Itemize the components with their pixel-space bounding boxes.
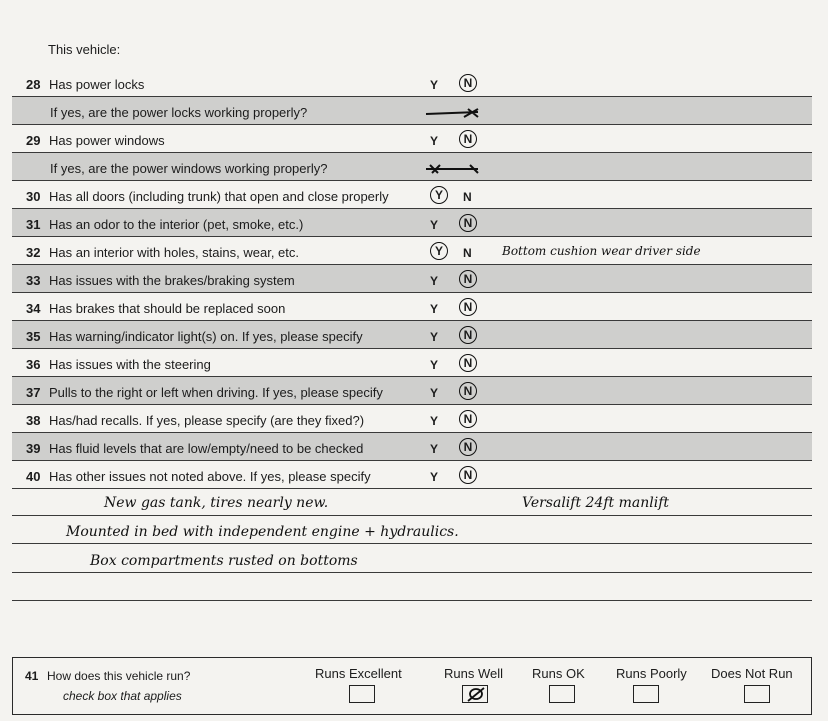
question-text: Has power windows [49,133,165,148]
vehicle-run-question-box [12,657,812,715]
question-row-28-followup [12,97,812,125]
no-option-circled[interactable]: N [463,440,477,456]
question-row-33 [12,265,812,293]
no-option-circled[interactable]: N [463,272,477,288]
yes-option[interactable]: Y [430,274,439,288]
handwritten-note-line-2: Mounted in bed with independent engine + hydraulics. [66,524,459,540]
question-text: Has power locks [49,77,145,92]
question-number: 40 [26,469,41,484]
no-option[interactable]: N [463,190,472,204]
yes-option[interactable]: Y [430,442,439,456]
question-row-37 [12,377,812,405]
note-line [12,515,812,516]
question-row-29 [12,125,812,153]
crossed-out-answer-mark [424,108,480,118]
question-number: 35 [26,329,41,344]
option-label-does-not-run: Does Not Run [711,666,793,681]
question-text: Has issues with the brakes/braking system [49,273,295,288]
yes-option[interactable]: Y [430,358,439,372]
question-number: 38 [26,413,41,428]
question-row-36 [12,349,812,377]
question-text: Has fluid levels that are low/empty/need to be checked [49,441,364,456]
no-option-circled[interactable]: N [463,216,477,232]
question-number: 32 [26,245,41,260]
option-label-runs-excellent: Runs Excellent [315,666,402,681]
no-option-circled[interactable]: N [463,468,477,484]
question-text: Pulls to the right or left when driving. If yes, please specify [49,385,383,400]
option-label-runs-ok: Runs OK [532,666,585,681]
question-text: Has other issues not noted above. If yes, please specify [49,469,371,484]
handwritten-note-line-1: New gas tank, tires nearly new. [104,495,329,511]
no-option-circled[interactable]: N [463,328,477,344]
no-option-circled[interactable]: N [463,384,477,400]
question-number: 36 [26,357,41,372]
question-number: 41 [25,669,39,683]
question-number: 39 [26,441,41,456]
question-text: If yes, are the power locks working properly? [50,105,308,120]
checkbox-does-not-run[interactable] [744,685,770,703]
question-row-39 [12,433,812,461]
option-label-runs-well: Runs Well [444,666,504,681]
yes-option[interactable]: Y [430,134,439,148]
question-number: 33 [26,273,41,288]
checkbox-runs-excellent[interactable] [349,685,375,703]
no-option-circled[interactable]: N [463,356,477,372]
question-row-29-followup [12,153,812,181]
question-text: How does this vehicle run? [47,669,191,683]
question-number: 28 [26,77,41,92]
question-number: 31 [26,217,41,232]
question-text: Has an interior with holes, stains, wear, etc. [49,245,300,260]
question-number: 37 [26,385,41,400]
yes-option[interactable]: Y [430,78,439,92]
question-row-35 [12,321,812,349]
yes-option[interactable]: Y [430,470,439,484]
yes-option[interactable]: Y [430,302,439,316]
crossed-out-answer-mark [424,164,480,174]
handwritten-note-32: Bottom cushion wear driver side [502,244,701,258]
checkbox-runs-ok[interactable] [549,685,575,703]
yes-option[interactable]: Y [430,330,439,344]
question-row-34 [12,293,812,321]
question-text: Has an odor to the interior (pet, smoke, etc.) [49,217,304,232]
yes-option-circled[interactable]: Y [434,188,448,204]
question-text: Has issues with the steering [49,357,211,372]
yes-option[interactable]: Y [430,414,439,428]
no-option-circled[interactable]: N [463,76,477,92]
handwritten-note-line-3: Box compartments rusted on bottoms [90,553,358,569]
no-option-circled[interactable]: N [463,132,477,148]
question-number: 34 [26,301,41,316]
question-text: Has brakes that should be replaced soon [49,301,286,316]
question-row-32 [12,237,812,265]
yes-option[interactable]: Y [430,218,439,232]
question-number: 30 [26,189,41,204]
no-option[interactable]: N [463,246,472,260]
question-number: 29 [26,133,41,148]
question-row-31 [12,209,812,237]
question-text: Has all doors (including trunk) that open and close properly [49,189,389,204]
question-text: Has warning/indicator light(s) on. If yes, please specify [49,329,363,344]
no-option-circled[interactable]: N [463,300,477,316]
yes-option[interactable]: Y [430,386,439,400]
question-row-40 [12,461,812,489]
handwritten-note-line-1b: Versalift 24ft manlift [522,495,670,511]
question-row-38 [12,405,812,433]
note-line [12,572,812,573]
question-text: If yes, are the power windows working properly? [50,161,328,176]
question-text: Has/had recalls. If yes, please specify (are they fixed?) [49,413,365,428]
form-heading: This vehicle: [48,42,121,57]
question-row-28 [12,69,812,97]
checkbox-runs-poorly[interactable] [633,685,659,703]
no-option-circled[interactable]: N [463,412,477,428]
checkbox-runs-well-checked[interactable] [462,685,488,703]
check-mark-icon [465,685,487,703]
question-instruction: check box that applies [63,689,182,703]
note-line [12,543,812,544]
option-label-runs-poorly: Runs Poorly [616,666,687,681]
yes-option-circled[interactable]: Y [434,244,448,260]
note-line [12,600,812,601]
question-row-30 [12,181,812,209]
